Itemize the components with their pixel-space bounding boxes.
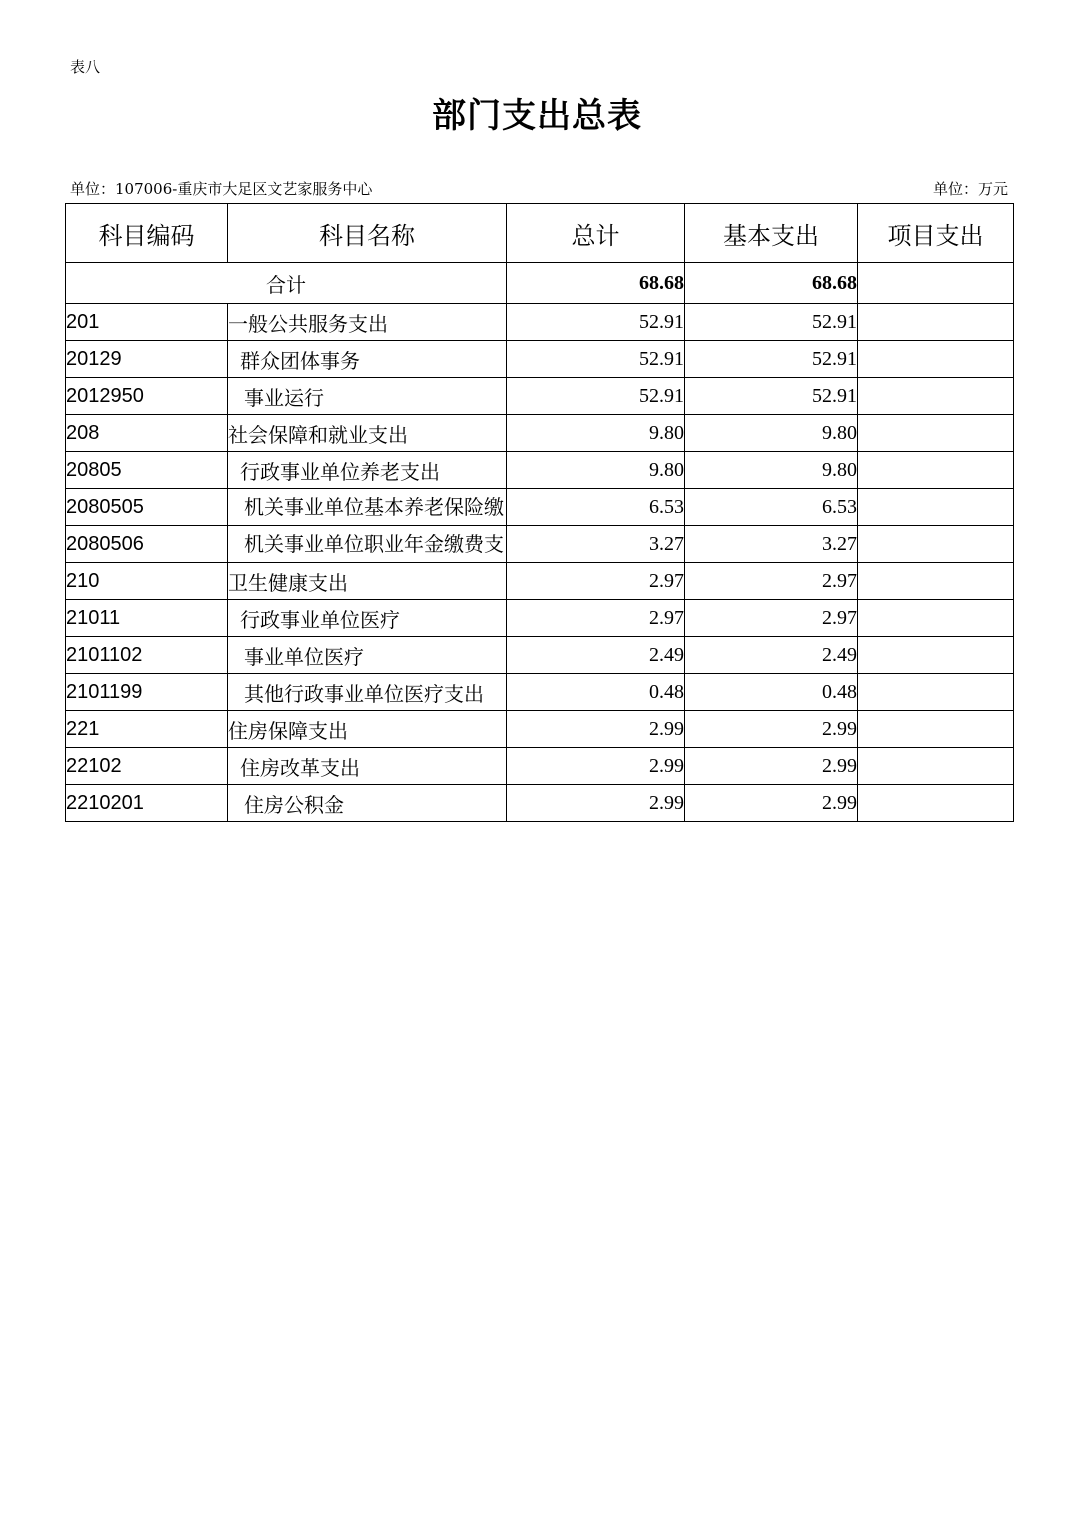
basic-amount: 0.48 <box>685 674 858 711</box>
table-row <box>66 711 1014 748</box>
total-amount: 2.49 <box>507 637 685 674</box>
basic-amount: 2.97 <box>685 563 858 600</box>
basic-amount: 9.80 <box>685 452 858 489</box>
subject-name: 社会保障和就业支出 <box>228 415 507 452</box>
subject-name: 其他行政事业单位医疗支出 <box>228 674 507 711</box>
table-row <box>66 674 1014 711</box>
table-row <box>66 341 1014 378</box>
basic-amount: 2.49 <box>685 637 858 674</box>
total-amount: 52.91 <box>507 378 685 415</box>
currency-unit: 单位：万元 <box>932 180 1008 198</box>
subject-name: 住房改革支出 <box>228 748 507 785</box>
subject-name: 机关事业单位职业年金缴费支 <box>244 532 504 556</box>
total-amount: 2.97 <box>507 563 685 600</box>
subject-code: 2101199 <box>66 674 228 711</box>
table-row <box>66 526 1014 563</box>
subject-name: 住房保障支出 <box>228 711 507 748</box>
total-amount: 6.53 <box>507 489 685 526</box>
total-amount: 2.99 <box>507 785 685 822</box>
total-row <box>66 263 1014 304</box>
subject-code: 21011 <box>66 600 228 637</box>
project-amount <box>858 711 1014 748</box>
table-row <box>66 304 1014 341</box>
subject-name: 一般公共服务支出 <box>228 304 507 341</box>
total-amount: 2.97 <box>507 600 685 637</box>
basic-amount: 2.99 <box>685 748 858 785</box>
table-row <box>66 489 1014 526</box>
organization-unit: 单位：107006-重庆市大足区文艺家服务中心 <box>70 180 373 198</box>
subject-code: 2080506 <box>66 526 228 563</box>
basic-amount: 52.91 <box>685 341 858 378</box>
column-header-name: 科目名称 <box>228 204 507 263</box>
project-amount <box>858 304 1014 341</box>
table-row <box>66 378 1014 415</box>
subject-code: 2210201 <box>66 785 228 822</box>
total-amount: 2.99 <box>507 748 685 785</box>
basic-amount: 52.91 <box>685 304 858 341</box>
basic-amount: 2.99 <box>685 711 858 748</box>
project-amount <box>858 785 1014 822</box>
basic-amount: 6.53 <box>685 489 858 526</box>
subject-name: 住房公积金 <box>228 785 507 822</box>
subject-name: 卫生健康支出 <box>228 563 507 600</box>
basic-amount: 9.80 <box>685 415 858 452</box>
table-header-row <box>66 204 1014 263</box>
project-amount <box>858 489 1014 526</box>
total-amount: 0.48 <box>507 674 685 711</box>
table-number: 表八 <box>70 58 101 76</box>
table-row <box>66 785 1014 822</box>
subject-code: 210 <box>66 563 228 600</box>
subject-name: 群众团体事务 <box>228 341 507 378</box>
total-amount: 52.91 <box>507 341 685 378</box>
subject-name: 事业单位医疗 <box>228 637 507 674</box>
table-row <box>66 563 1014 600</box>
total-basic: 68.68 <box>685 263 858 304</box>
project-amount <box>858 452 1014 489</box>
total-sum: 68.68 <box>507 263 685 304</box>
subject-name: 机关事业单位基本养老保险缴 <box>244 495 504 519</box>
column-header-basic: 基本支出 <box>685 204 858 263</box>
project-amount <box>858 600 1014 637</box>
project-amount <box>858 674 1014 711</box>
subject-code: 221 <box>66 711 228 748</box>
total-label: 合计 <box>66 263 507 304</box>
column-header-project: 项目支出 <box>858 204 1014 263</box>
subject-code: 2012950 <box>66 378 228 415</box>
total-project <box>858 263 1014 304</box>
total-amount: 3.27 <box>507 526 685 563</box>
table-row <box>66 748 1014 785</box>
subject-name: 行政事业单位养老支出 <box>228 452 507 489</box>
subject-code: 2101102 <box>66 637 228 674</box>
table-row <box>66 637 1014 674</box>
total-amount: 9.80 <box>507 452 685 489</box>
project-amount <box>858 563 1014 600</box>
project-amount <box>858 341 1014 378</box>
column-header-code: 科目编码 <box>66 204 228 263</box>
page-title: 部门支出总表 <box>432 96 642 136</box>
table-row <box>66 452 1014 489</box>
basic-amount: 52.91 <box>685 378 858 415</box>
table-row <box>66 415 1014 452</box>
basic-amount: 2.97 <box>685 600 858 637</box>
project-amount <box>858 748 1014 785</box>
subject-code: 20129 <box>66 341 228 378</box>
subject-name: 行政事业单位医疗 <box>228 600 507 637</box>
column-header-total: 总计 <box>507 204 685 263</box>
project-amount <box>858 378 1014 415</box>
subject-code: 208 <box>66 415 228 452</box>
subject-name-cell <box>228 526 507 563</box>
project-amount <box>858 637 1014 674</box>
subject-code: 2080505 <box>66 489 228 526</box>
subject-code: 201 <box>66 304 228 341</box>
table-row <box>66 600 1014 637</box>
subject-code: 20805 <box>66 452 228 489</box>
total-amount: 9.80 <box>507 415 685 452</box>
subject-code: 22102 <box>66 748 228 785</box>
project-amount <box>858 415 1014 452</box>
subject-name-cell <box>228 489 507 526</box>
total-amount: 2.99 <box>507 711 685 748</box>
expenditure-table <box>65 203 1014 822</box>
project-amount <box>858 526 1014 563</box>
subject-name: 事业运行 <box>228 378 507 415</box>
total-amount: 52.91 <box>507 304 685 341</box>
basic-amount: 3.27 <box>685 526 858 563</box>
basic-amount: 2.99 <box>685 785 858 822</box>
